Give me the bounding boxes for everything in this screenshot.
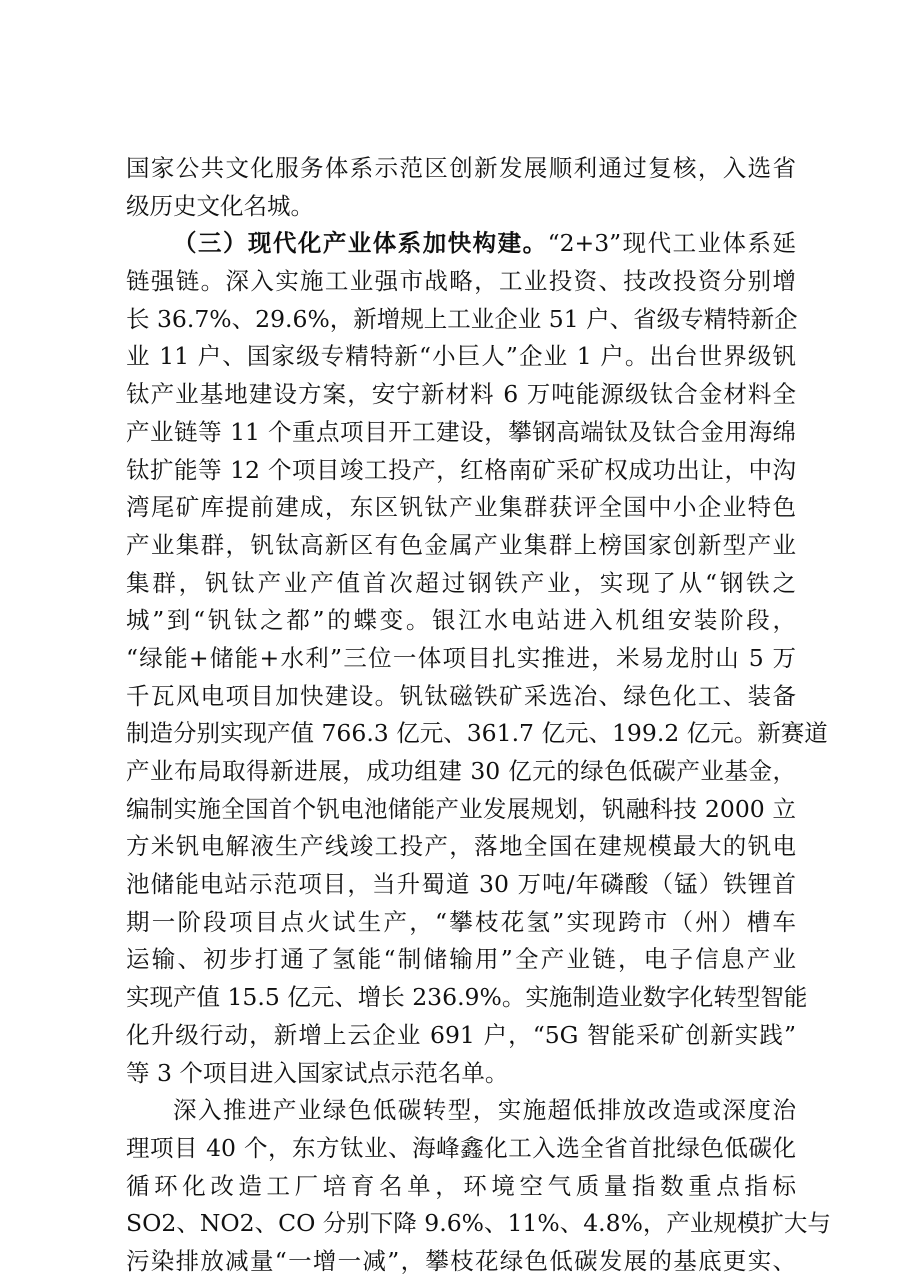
text-span: “2+3”现代工业体系延	[547, 229, 797, 258]
text-line	[126, 225, 796, 263]
text-line: 污染排放减量“一增一减”，攀枝花绿色低碳发展的基底更实、	[126, 1246, 796, 1275]
text-line: 方米钒电解液生产线竣工投产，落地全国在建规模最大的钒电	[126, 832, 796, 861]
text-line: 期一阶段项目点火试生产，“攀枝花氢”实现跨市（州）槽车	[126, 907, 796, 936]
text-line: 链强链。深入实施工业强市战略，工业投资、技改投资分别增	[126, 267, 796, 296]
text-line: 等 3 个项目进入国家试点示范名单。	[126, 1058, 509, 1087]
paragraph-green-transition	[126, 1092, 831, 1280]
text-line: 业 11 户、国家级专精特新“小巨人”企业 1 户。出台世界级钒	[126, 342, 796, 371]
text-line: 湾尾矿库提前建成，东区钒钛产业集群获评全国中小企业特色	[126, 493, 796, 522]
text-line: 千瓦风电项目加快建设。钒钛磁铁矿采选冶、绿色化工、装备	[126, 681, 796, 710]
text-line: 运输、初步打通了氢能“制储输用”全产业链，电子信息产业	[126, 945, 796, 974]
text-line: SO2、NO2、CO 分别下降 9.6%、11%、4.8%，产业规模扩大与	[126, 1209, 831, 1238]
text-line: 国家公共文化服务体系示范区创新发展顺利通过复核，入选省	[126, 154, 796, 182]
text-line: 实现产值 15.5 亿元、增长 236.9%。实施制造业数字化转型智能	[126, 983, 808, 1012]
text-line: 池储能电站示范项目，当升蜀道 30 万吨/年磷酸（锰）铁锂首	[126, 870, 796, 899]
text-line: 钛扩能等 12 个项目竣工投产，红格南矿采矿权成功出让，中沟	[126, 455, 796, 484]
text-line: 编制实施全国首个钒电池储能产业发展规划，钒融科技 2000 立	[126, 794, 796, 823]
text-line: 长 36.7%、29.6%，新增规上工业企业 51 户、省级专精特新企	[126, 304, 798, 333]
paragraph-industry-system	[126, 225, 828, 1092]
text-line: 理项目 40 个，东方钛业、海峰鑫化工入选全省首批绿色低碳化	[126, 1133, 796, 1162]
paragraph-continuation	[126, 150, 796, 225]
text-line: 钛产业基地建设方案，安宁新材料 6 万吨能源级钛合金材料全	[126, 380, 796, 409]
text-line: “绿能+储能+水利”三位一体项目扎实推进，米易龙肘山 5 万	[126, 643, 796, 672]
text-line: 化升级行动，新增上云企业 691 户，“5G 智能采矿创新实践”	[126, 1020, 796, 1049]
text-line: 产业集群，钒钛高新区有色金属产业集群上榜国家创新型产业	[126, 530, 796, 559]
text-line: 深入推进产业绿色低碳转型，实施超低排放改造或深度治	[173, 1096, 796, 1125]
text-line: 集群，钒钛产业产值首次超过钢铁产业，实现了从“钢铁之	[126, 568, 796, 597]
text-line: 制造分别实现产值 766.3 亿元、361.7 亿元、199.2 亿元。新赛道	[126, 719, 828, 748]
text-line: 城”到“钒钛之都”的蝶变。银江水电站进入机组安装阶段，	[126, 606, 796, 635]
text-line: 产业布局取得新进展，成功组建 30 亿元的绿色低碳产业基金，	[126, 757, 796, 785]
section-heading: （三）现代化产业体系加快构建。	[173, 229, 548, 258]
text-line: 级历史文化名城。	[126, 191, 314, 220]
text-line: 产业链等 11 个重点项目开工建设，攀钢高端钛及钛合金用海绵	[126, 417, 796, 446]
document-page	[126, 150, 831, 1281]
text-line: 循环化改造工厂培育名单，环境空气质量指数重点指标	[126, 1171, 796, 1200]
